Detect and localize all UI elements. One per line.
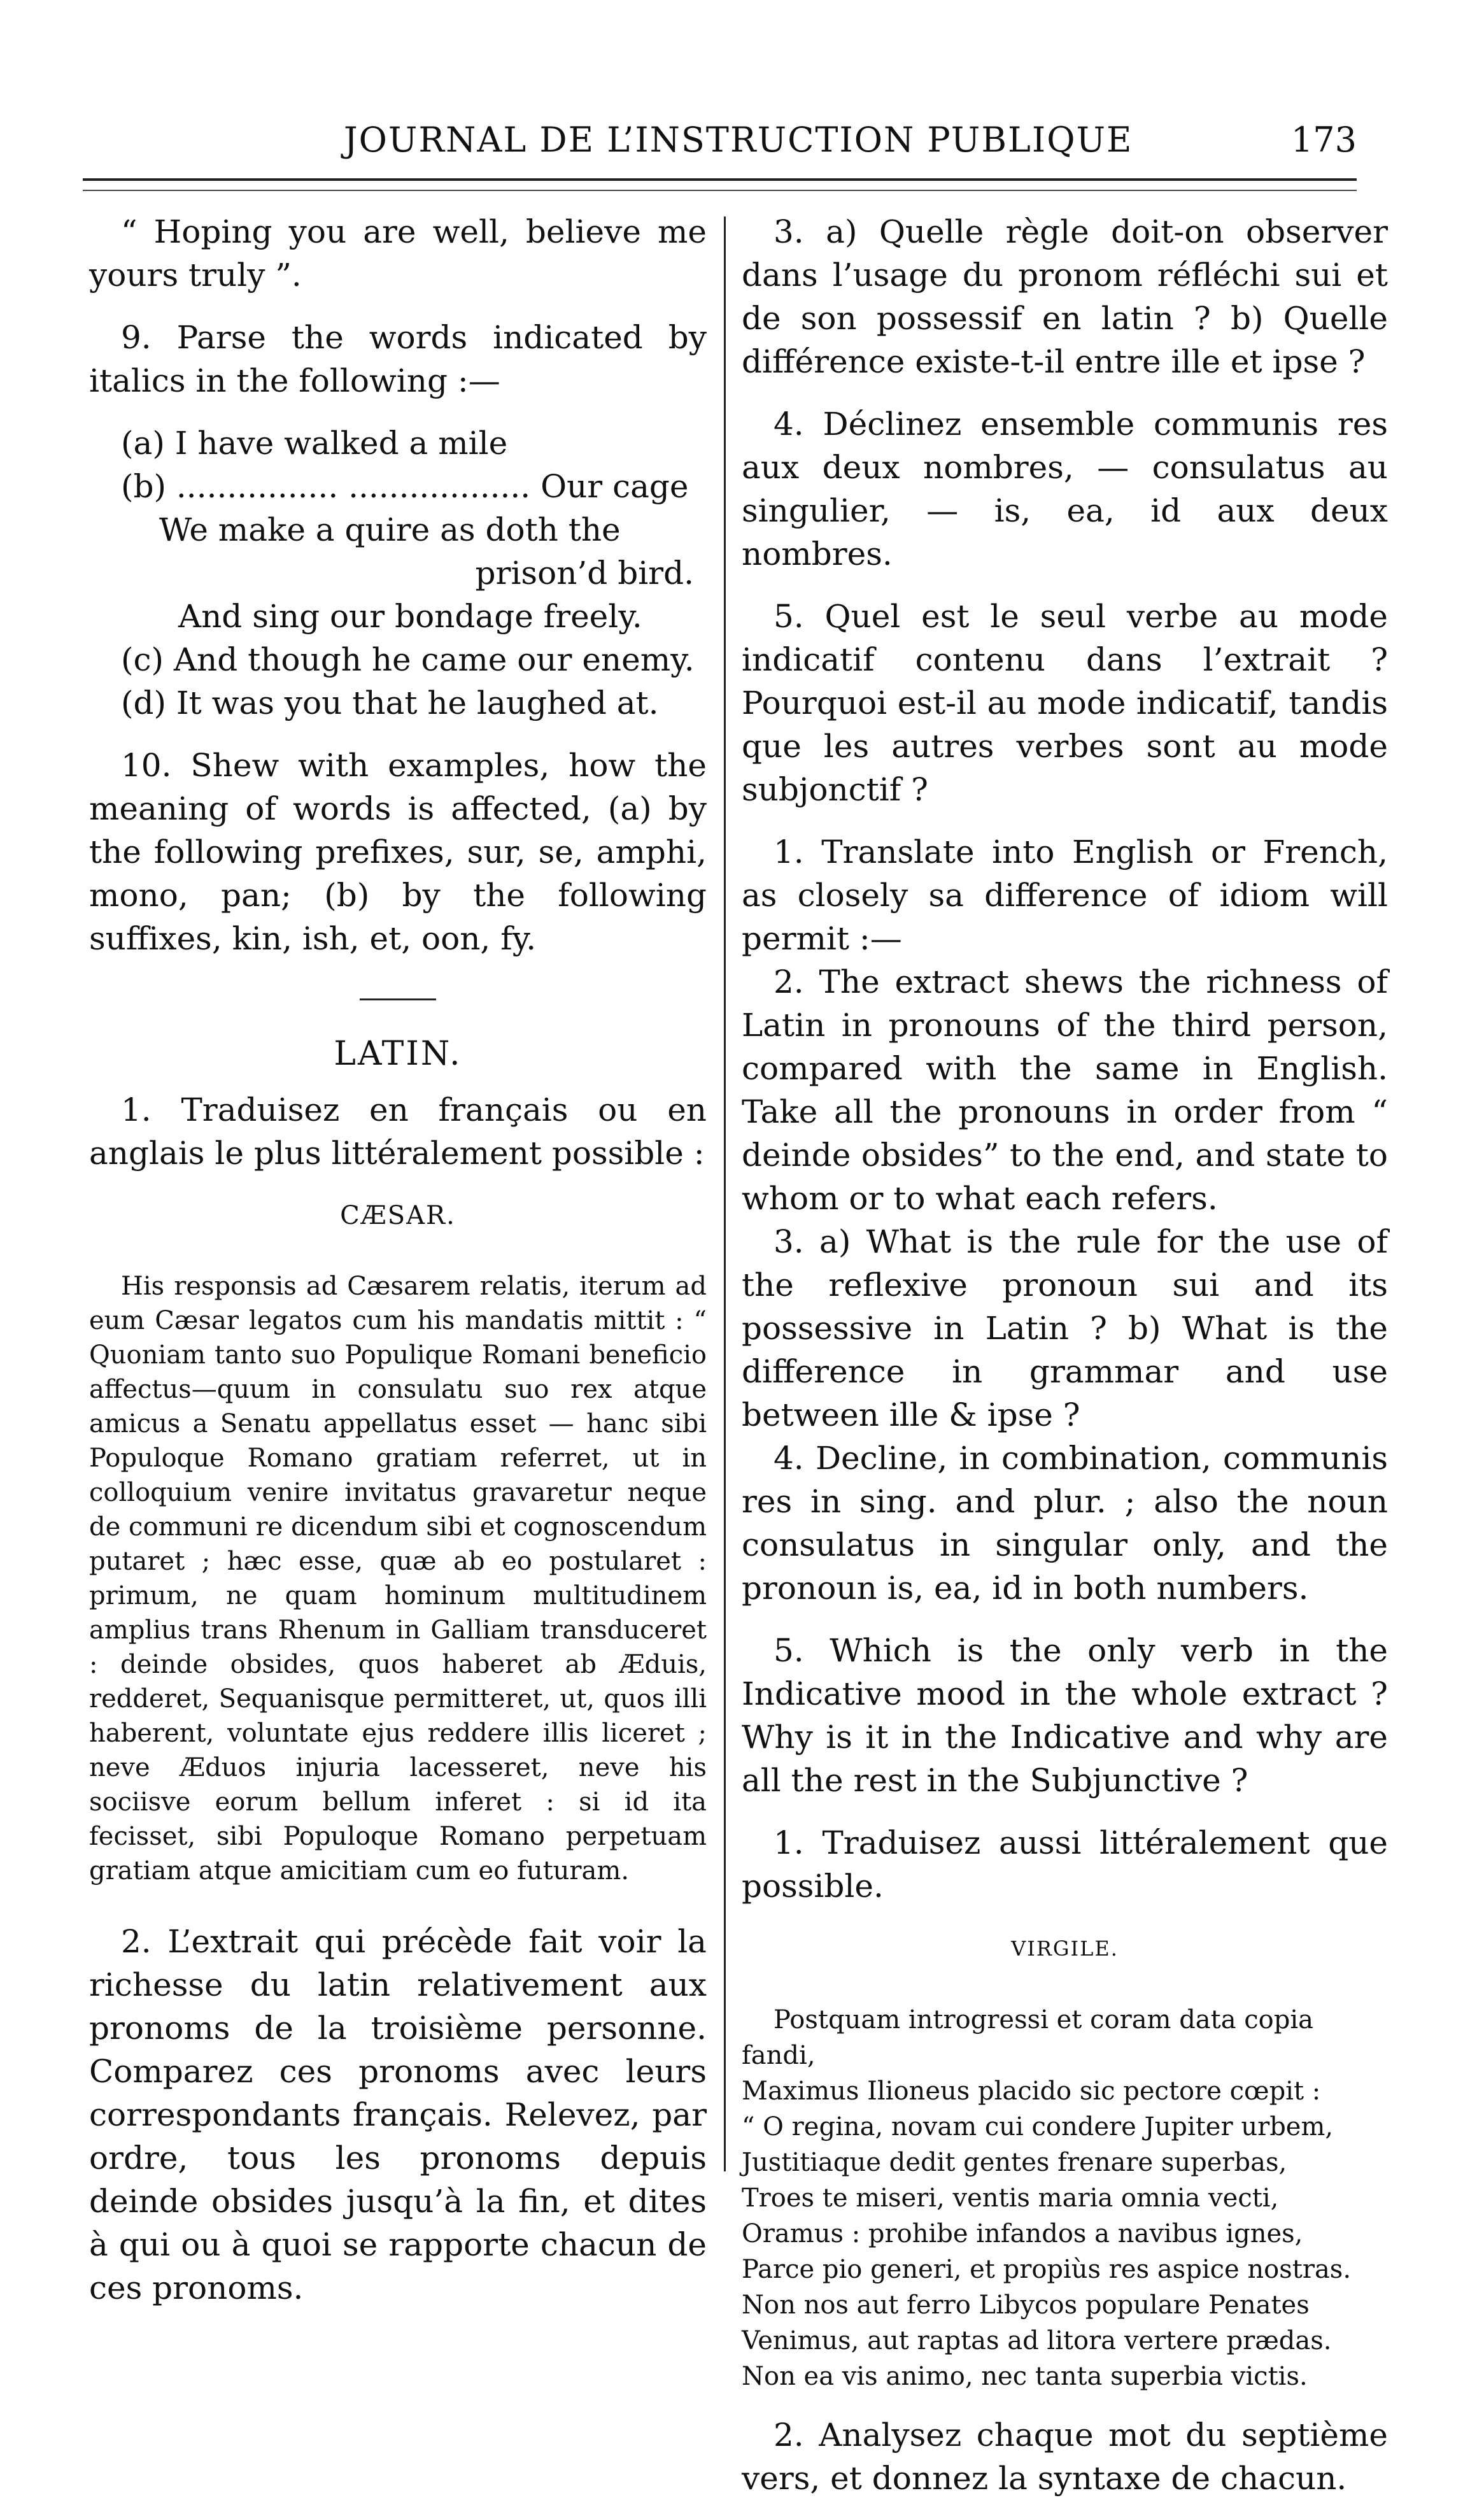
virgile-poem (742, 2002, 1388, 2394)
question-9: 9. Parse the words indicated by italics in the following :— (89, 319, 707, 399)
poem-line: Maximus Ilioneus placido sic pectore cœpit : (742, 2077, 1321, 2106)
question-9d: (d) It was you that he laughed at. (121, 685, 659, 721)
running-header (83, 113, 1395, 171)
column-divider (724, 217, 726, 2171)
left-column (89, 210, 707, 2310)
latin-question-4-en: 4. Decline, in combination, communis res in sing. and plur. ; also the noun consulatus in singular only, and the pronoun is, ea, id in both numbers. (742, 1440, 1388, 1607)
poem-line: Oramus : prohibe infandos a navibus ignes, (742, 2219, 1303, 2248)
latin-heading: LATIN. (334, 1035, 462, 1073)
latin-question-5-en: 5. Which is the only verb in the Indicative mood in the whole extract ? Why is it in the Indicative and why are all the rest in the Subjunctive ? (742, 1632, 1388, 1799)
poem-line: Parce pio generi, et propiùs res aspice nostras. (742, 2255, 1352, 2284)
header-rule-thin (83, 190, 1357, 191)
right-column (742, 210, 1388, 2500)
latin-question-4-fr: 4. Déclinez ensemble communis res aux deux nombres, — consulatus au singulier, — is, ea, id aux deux nombres. (742, 406, 1388, 572)
latin-question-5-fr: 5. Quel est le seul verbe au mode indicatif contenu dans l’extrait ? Pourquoi est-il au mode indicatif, tandis que les autres verbes sont au mode subjonctif ? (742, 598, 1388, 808)
virgile-question-1: 1. Traduisez aussi littéralement que possible. (742, 1824, 1388, 1905)
poem-line: Non nos aut ferro Libycos populare Penates (742, 2290, 1310, 2320)
caesar-heading: CÆSAR. (340, 1201, 456, 1230)
poem-line: Venimus, aut raptas ad litora vertere prædas. (742, 2326, 1332, 2355)
question-9a: (a) I have walked a mile (121, 425, 508, 462)
poem-line: Justitiaque dedit gentes frenare superbas, (742, 2148, 1287, 2177)
latin-question-2-en: 2. The extract shews the richness of Latin in pronouns of the third person, compared with the same in English. Take all the pronouns in order from “ deinde obsides” to the end, and state to whom or to what each refers. (742, 963, 1388, 1217)
question-9c: (c) And though he came our enemy. (121, 641, 695, 678)
virgile-question-2: 2. Analysez chaque mot du septième vers, et donnez la syntaxe de chacun. (742, 2417, 1388, 2497)
question-10: 10. Shew with examples, how the meaning of words is affected, (a) by the following prefixes, sur, se, amphi, mono, pan; (b) by the following suffixes, kin, ish, et, oon, fy. (89, 747, 707, 957)
poem-line: Non ea vis animo, nec tanta superbia victis. (742, 2362, 1308, 2391)
latin-question-1: 1. Traduisez en français ou en anglais le plus littéralement possible : (89, 1091, 707, 1172)
page-number: 173 (1290, 120, 1357, 160)
poem-line: Troes te miseri, ventis maria omnia vecti, (742, 2184, 1279, 2213)
question-9b: (b) ................ .................. Our cage (121, 468, 689, 505)
latin-question-3-fr: 3. a) Quelle règle doit-on observer dans l’usage du pronom réfléchi sui et de son possessif en latin ? b) Quelle différence existe-t-il entre ille et ipse ? (742, 213, 1388, 380)
section-separator (360, 998, 436, 1000)
question-9b-line2: We make a quire as doth the (159, 511, 621, 548)
poem-line: “ O regina, novam cui condere Jupiter urbem, (742, 2112, 1334, 2141)
question-9b-line3: prison’d bird. (475, 555, 694, 592)
header-rule (83, 178, 1357, 181)
question-9b-line4: And sing our bondage freely. (178, 598, 642, 635)
latin-question-2: 2. L’extrait qui précède fait voir la richesse du latin relativement aux pronoms de la troisième personne. Comparez ces pronoms avec leurs correspondants français. Relevez, par ordre, tous les pronoms depuis deinde obsides jusqu’à la fin, et dites à qui ou à quoi se rapporte chacun de ces pronoms. (89, 1923, 707, 2306)
letter-closing: “ Hoping you are well, believe me yours truly ”. (89, 213, 707, 294)
journal-title: JOURNAL DE L’INSTRUCTION PUBLIQUE (344, 120, 1133, 160)
caesar-passage: His responsis ad Cæsarem relatis, iterum ad eum Cæsar legatos cum his mandatis mittit : “ Quoniam tanto suo Populique Romani beneficio affectus—quum in consulatu suo rex atque amicus a Senatu appellatus esset — hanc sibi Populoque Romano gratiam referret, ut in colloquium venire invitatus gravaretur neque de communi re dicendum sibi et cognoscendum putaret ; hæc esse, quæ ab eo postularet : primum, ne quam hominum multitudinem amplius trans Rhenum in Galliam transduceret : deinde obsides, quos haberet ab Æduis, redderet, Sequanisque permitteret, ut, quos illi haberent, voluntate ejus reddere illis liceret ; neve Æduos injuria lacesseret, neve his sociisve eorum bellum inferet : si id ita fecisset, sibi Populoque Romano perpetuam gratiam atque amicitiam cum eo futuram. (89, 1272, 707, 1886)
poem-line: fandi, (742, 2041, 816, 2070)
latin-question-1-en: 1. Translate into English or French, as closely sa difference of idiom will permit :— (742, 834, 1388, 957)
latin-question-3-en: 3. a) What is the rule for the use of the reflexive pronoun sui and its possessive in Latin ? b) What is the difference in grammar and use between ille & ipse ? (742, 1223, 1388, 1433)
poem-line: Postquam introgressi et coram data copia (774, 2005, 1314, 2035)
virgile-heading: VIRGILE. (1011, 1936, 1119, 1961)
